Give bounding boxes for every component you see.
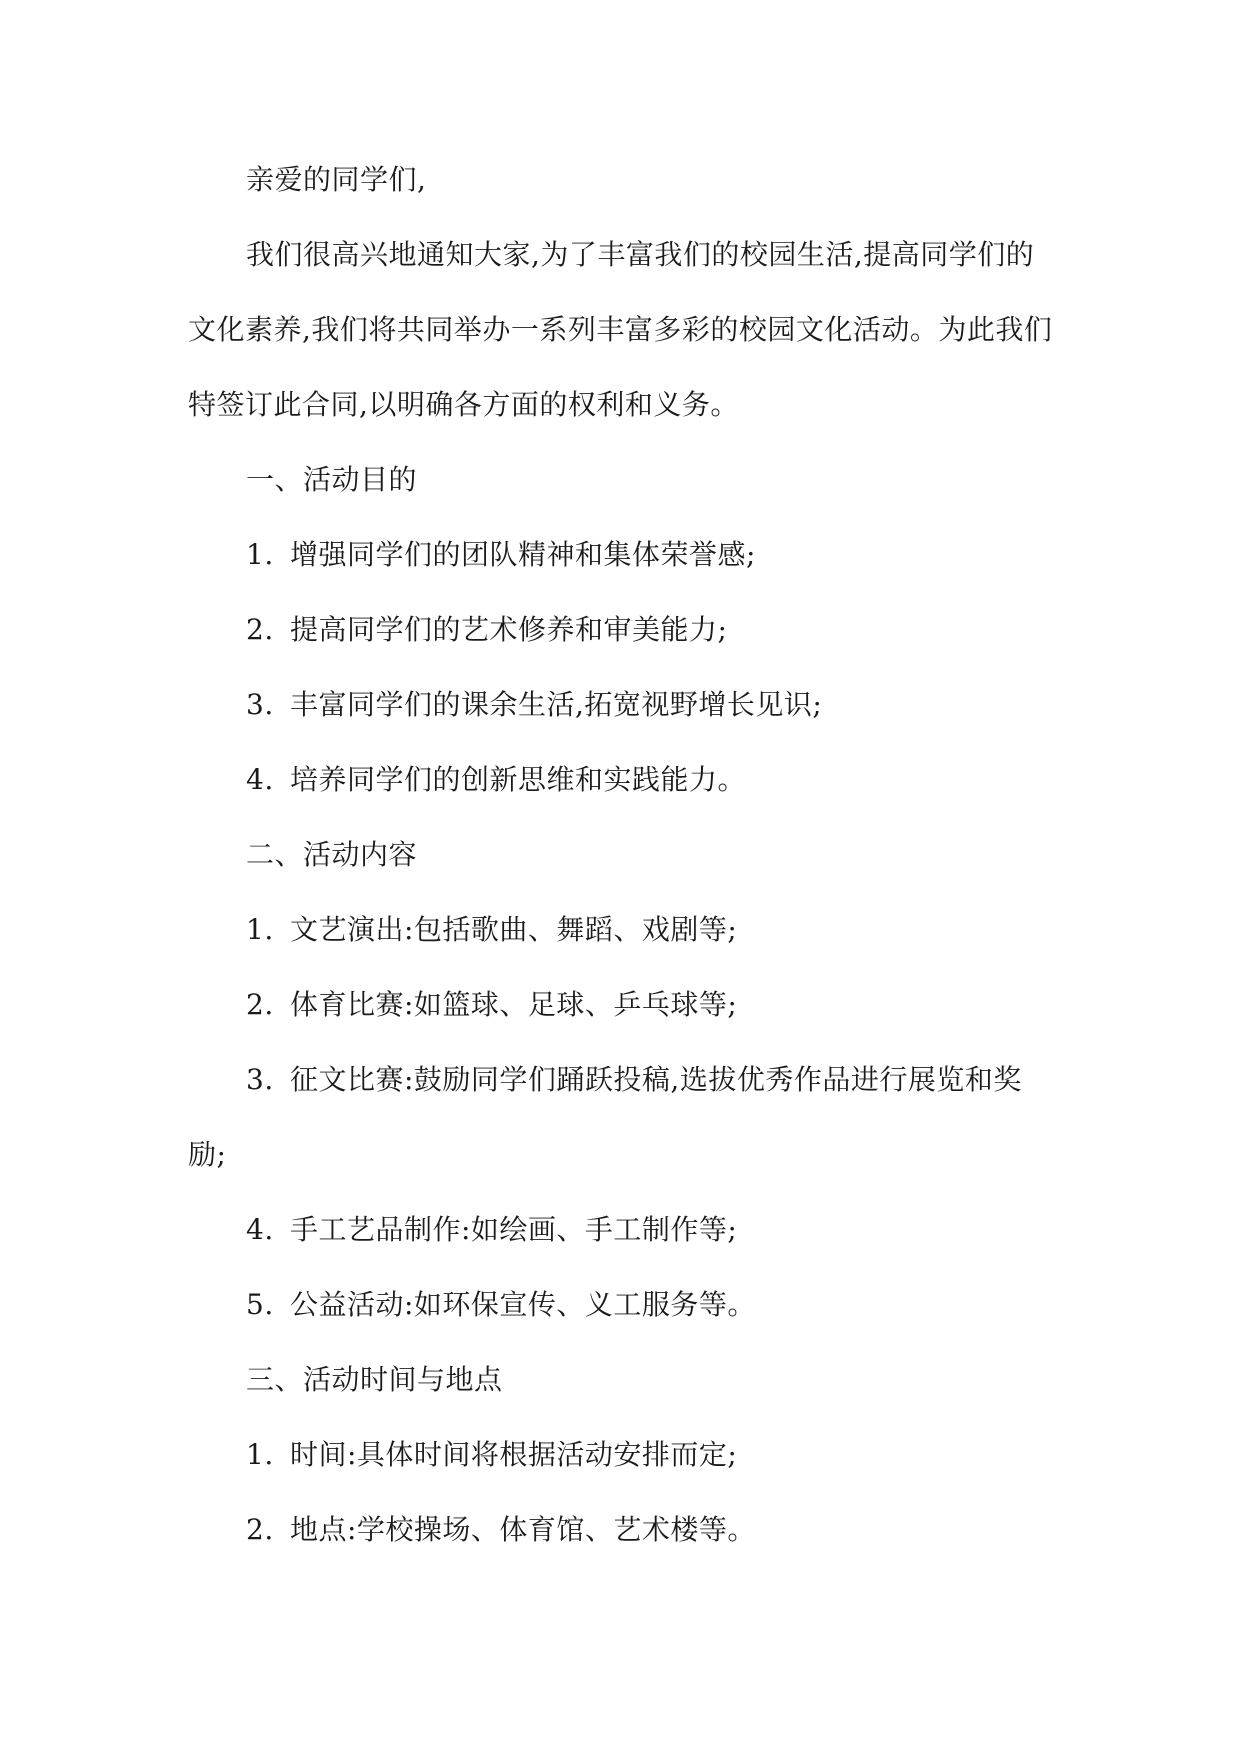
list-item-text: 时间:具体时间将根据活动安排而定;	[290, 1438, 738, 1471]
list-item	[188, 1267, 1058, 1342]
list-item-number: 1.	[246, 913, 274, 946]
section-heading-purpose: 一、活动目的	[246, 463, 418, 496]
section-heading-time-place: 三、活动时间与地点	[246, 1363, 503, 1396]
list-item	[188, 1492, 1058, 1567]
list-item	[188, 892, 1058, 967]
list-item-text: 文艺演出:包括歌曲、舞蹈、戏剧等;	[290, 913, 738, 946]
list-item-number: 2.	[246, 1513, 274, 1546]
list-item	[188, 1192, 1058, 1267]
list-item-number: 1.	[246, 538, 274, 571]
list-item-text: 公益活动:如环保宣传、义工服务等。	[290, 1288, 756, 1321]
list-item-text: 培养同学们的创新思维和实践能力。	[290, 763, 747, 796]
section-heading-content: 二、活动内容	[246, 838, 418, 871]
list-item-text: 征文比赛:鼓励同学们踊跃投稿,选拔优秀作品进行展览和奖励;	[188, 1063, 1022, 1171]
list-item	[188, 967, 1058, 1042]
list-item-text: 地点:学校操场、体育馆、艺术楼等。	[290, 1513, 756, 1546]
list-item-text: 丰富同学们的课余生活,拓宽视野增长见识;	[290, 688, 823, 721]
list-item-number: 3.	[246, 688, 274, 721]
list-item	[188, 742, 1058, 817]
list-item-number: 3.	[246, 1063, 274, 1096]
list-item-number: 2.	[246, 613, 274, 646]
list-item	[188, 1417, 1058, 1492]
intro-paragraph: 我们很高兴地通知大家,为了丰富我们的校园生活,提高同学们的文化素养,我们将共同举办一系列丰富多彩的校园文化活动。为此我们特签订此合同,以明确各方面的权利和义务。	[188, 238, 1053, 421]
list-item-number: 1.	[246, 1438, 274, 1471]
list-item-text: 手工艺品制作:如绘画、手工制作等;	[290, 1213, 738, 1246]
greeting: 亲爱的同学们,	[246, 163, 427, 196]
list-item-text: 体育比赛:如篮球、足球、乒乓球等;	[290, 988, 738, 1021]
list-item-text: 增强同学们的团队精神和集体荣誉感;	[290, 538, 756, 571]
list-item-number: 4.	[246, 1213, 274, 1246]
list-item-number: 2.	[246, 988, 274, 1021]
list-item	[188, 592, 1058, 667]
list-item	[188, 517, 1058, 592]
list-item	[188, 667, 1058, 742]
list-item-number: 5.	[246, 1288, 274, 1321]
list-item-text: 提高同学们的艺术修养和审美能力;	[290, 613, 728, 646]
list-item	[188, 1042, 1058, 1192]
list-item-number: 4.	[246, 763, 274, 796]
document-body	[188, 142, 1058, 1567]
